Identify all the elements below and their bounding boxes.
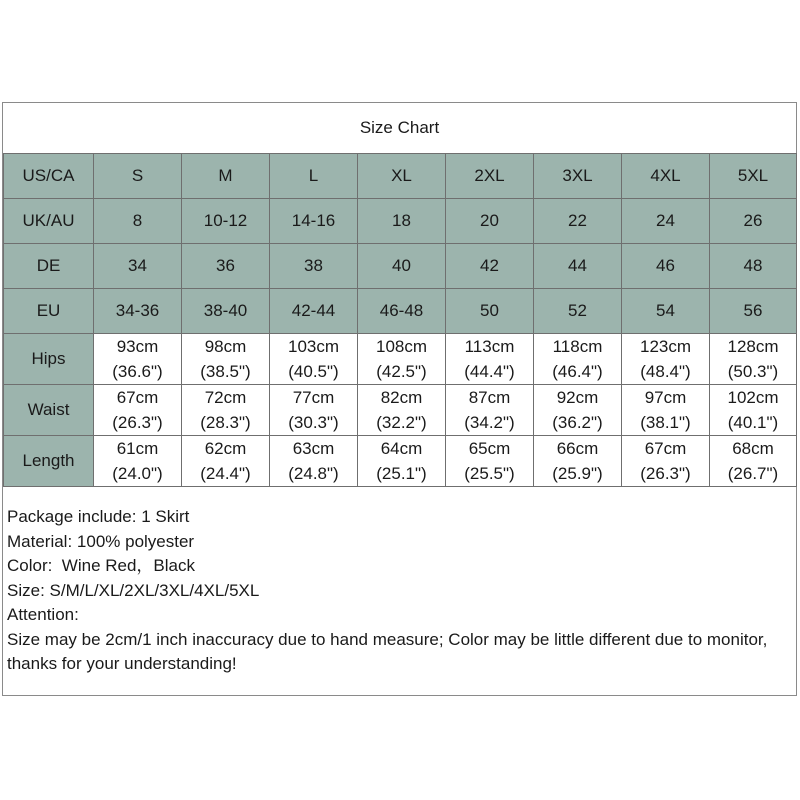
measure-inch: (40.1") [727,413,779,432]
size-cell: 46 [622,244,710,289]
measure-inch: (32.2") [376,413,427,432]
measure-cell [446,385,534,436]
size-cell: 56 [710,289,797,334]
size-cell: 4XL [622,154,710,199]
attention-line: Attention: [7,605,79,624]
measure-cm: 62cm [204,439,247,458]
size-cell: L [270,154,358,199]
measure-cm: 108cm [375,337,428,356]
measure-inch: (30.3") [288,413,339,432]
size-cell: XL [358,154,446,199]
measure-inch: (36.2") [552,413,603,432]
size-line: Size: S/M/L/XL/2XL/3XL/4XL/5XL [7,580,260,600]
measure-cm: 123cm [639,337,692,356]
size-cell: 34-36 [94,289,182,334]
size-cell: 5XL [710,154,797,199]
size-row-eu [4,289,797,334]
size-row-label: UK/AU [4,199,94,244]
measure-cm: 63cm [292,439,335,458]
measure-inch: (25.9") [552,464,603,483]
measure-cm: 97cm [644,388,687,407]
size-table [3,153,797,487]
size-cell: 24 [622,199,710,244]
measure-inch: (34.2") [464,413,515,432]
measure-inch: (24.4") [200,464,251,483]
color-line: Color: Wine Red，Black [7,556,196,575]
measure-cell [94,436,182,487]
size-cell: 22 [534,199,622,244]
measure-cell [446,334,534,385]
product-notes [7,505,792,677]
measure-cm: 72cm [204,388,247,407]
measurement-rows [4,334,797,487]
measure-cm: 61cm [116,439,159,458]
measure-row-length [4,436,797,487]
measure-cm: 67cm [116,388,159,407]
size-cell: 18 [358,199,446,244]
size-row-label: US/CA [4,154,94,199]
measure-cell [94,334,182,385]
measure-row-label: Waist [4,385,94,436]
size-cell: 38 [270,244,358,289]
size-cell: 10-12 [182,199,270,244]
measure-inch: (25.5") [464,464,515,483]
measure-cm: 92cm [556,388,599,407]
measure-inch: (26.3") [640,464,691,483]
measure-cm: 98cm [204,337,247,356]
measure-cm: 67cm [644,439,687,458]
measure-cell [622,334,710,385]
measure-row-hips [4,334,797,385]
measure-cm: 113cm [464,337,515,356]
size-row-label: EU [4,289,94,334]
measure-row-waist [4,385,797,436]
size-cell: 46-48 [358,289,446,334]
measure-cell [182,385,270,436]
measure-cm: 128cm [727,337,779,356]
measure-cm: 102cm [727,388,779,407]
size-cell: M [182,154,270,199]
measure-cell [622,436,710,487]
measure-inch: (24.8") [288,464,339,483]
measure-cell [622,385,710,436]
measure-cell [270,334,358,385]
size-cell: 20 [446,199,534,244]
size-cell: 3XL [534,154,622,199]
measure-row-label: Length [4,436,94,487]
measure-cell [358,436,446,487]
measure-cell [182,334,270,385]
size-cell: 44 [534,244,622,289]
measure-inch: (48.4") [640,362,691,381]
measure-cell [710,385,797,436]
size-row-uk-au [4,199,797,244]
measure-inch: (28.3") [200,413,251,432]
measure-inch: (46.4") [552,362,603,381]
size-cell: 48 [710,244,797,289]
measure-inch: (38.1") [640,413,691,432]
measure-cell [534,436,622,487]
measure-cm: 103cm [287,337,340,356]
measure-cell [270,436,358,487]
measure-inch: (40.5") [288,362,339,381]
measure-cm: 66cm [556,439,599,458]
measure-cm: 93cm [116,337,159,356]
measure-cell [534,385,622,436]
size-cell: 14-16 [270,199,358,244]
measure-inch: (44.4") [464,362,515,381]
size-cell: 26 [710,199,797,244]
measure-inch: (36.6") [112,362,163,381]
measure-cell [182,436,270,487]
size-cell: 40 [358,244,446,289]
size-cell: 42 [446,244,534,289]
measure-cm: 87cm [468,388,511,407]
measure-cm: 77cm [292,388,335,407]
size-cell: 50 [446,289,534,334]
measure-inch: (26.7") [727,464,779,483]
disclaimer-line: Size may be 2cm/1 inch inaccuracy due to hand measure; Color may be little different due to monitor, thanks for your understanding! [7,629,773,673]
size-row-de [4,244,797,289]
size-chart-title: Size Chart [359,118,440,137]
material-line: Material: 100% polyester [7,531,195,551]
size-row-us-ca [4,154,797,199]
size-conversion-rows [4,154,797,334]
size-cell: 34 [94,244,182,289]
measure-inch: (50.3") [727,362,779,381]
measure-inch: (26.3") [112,413,163,432]
measure-cell [534,334,622,385]
package-line: Package include: 1 Skirt [7,507,190,526]
measure-cm: 64cm [380,439,423,458]
size-cell: 54 [622,289,710,334]
size-cell: 8 [94,199,182,244]
measure-cell [358,334,446,385]
measure-cell [94,385,182,436]
measure-inch: (24.0") [112,464,163,483]
measure-cell [446,436,534,487]
measure-cm: 118cm [552,337,603,356]
measure-inch: (42.5") [376,362,427,381]
measure-cm: 82cm [380,388,423,407]
measure-cell [710,436,797,487]
measure-cell [710,334,797,385]
size-chart-card [2,102,797,696]
measure-cell [358,385,446,436]
measure-cell [270,385,358,436]
size-cell: 36 [182,244,270,289]
size-cell: S [94,154,182,199]
measure-cm: 68cm [732,439,774,458]
measure-cm: 65cm [468,439,511,458]
size-cell: 42-44 [270,289,358,334]
size-row-label: DE [4,244,94,289]
measure-row-label: Hips [4,334,94,385]
measure-inch: (38.5") [200,362,251,381]
measure-inch: (25.1") [376,464,427,483]
size-cell: 38-40 [182,289,270,334]
size-cell: 2XL [446,154,534,199]
size-cell: 52 [534,289,622,334]
